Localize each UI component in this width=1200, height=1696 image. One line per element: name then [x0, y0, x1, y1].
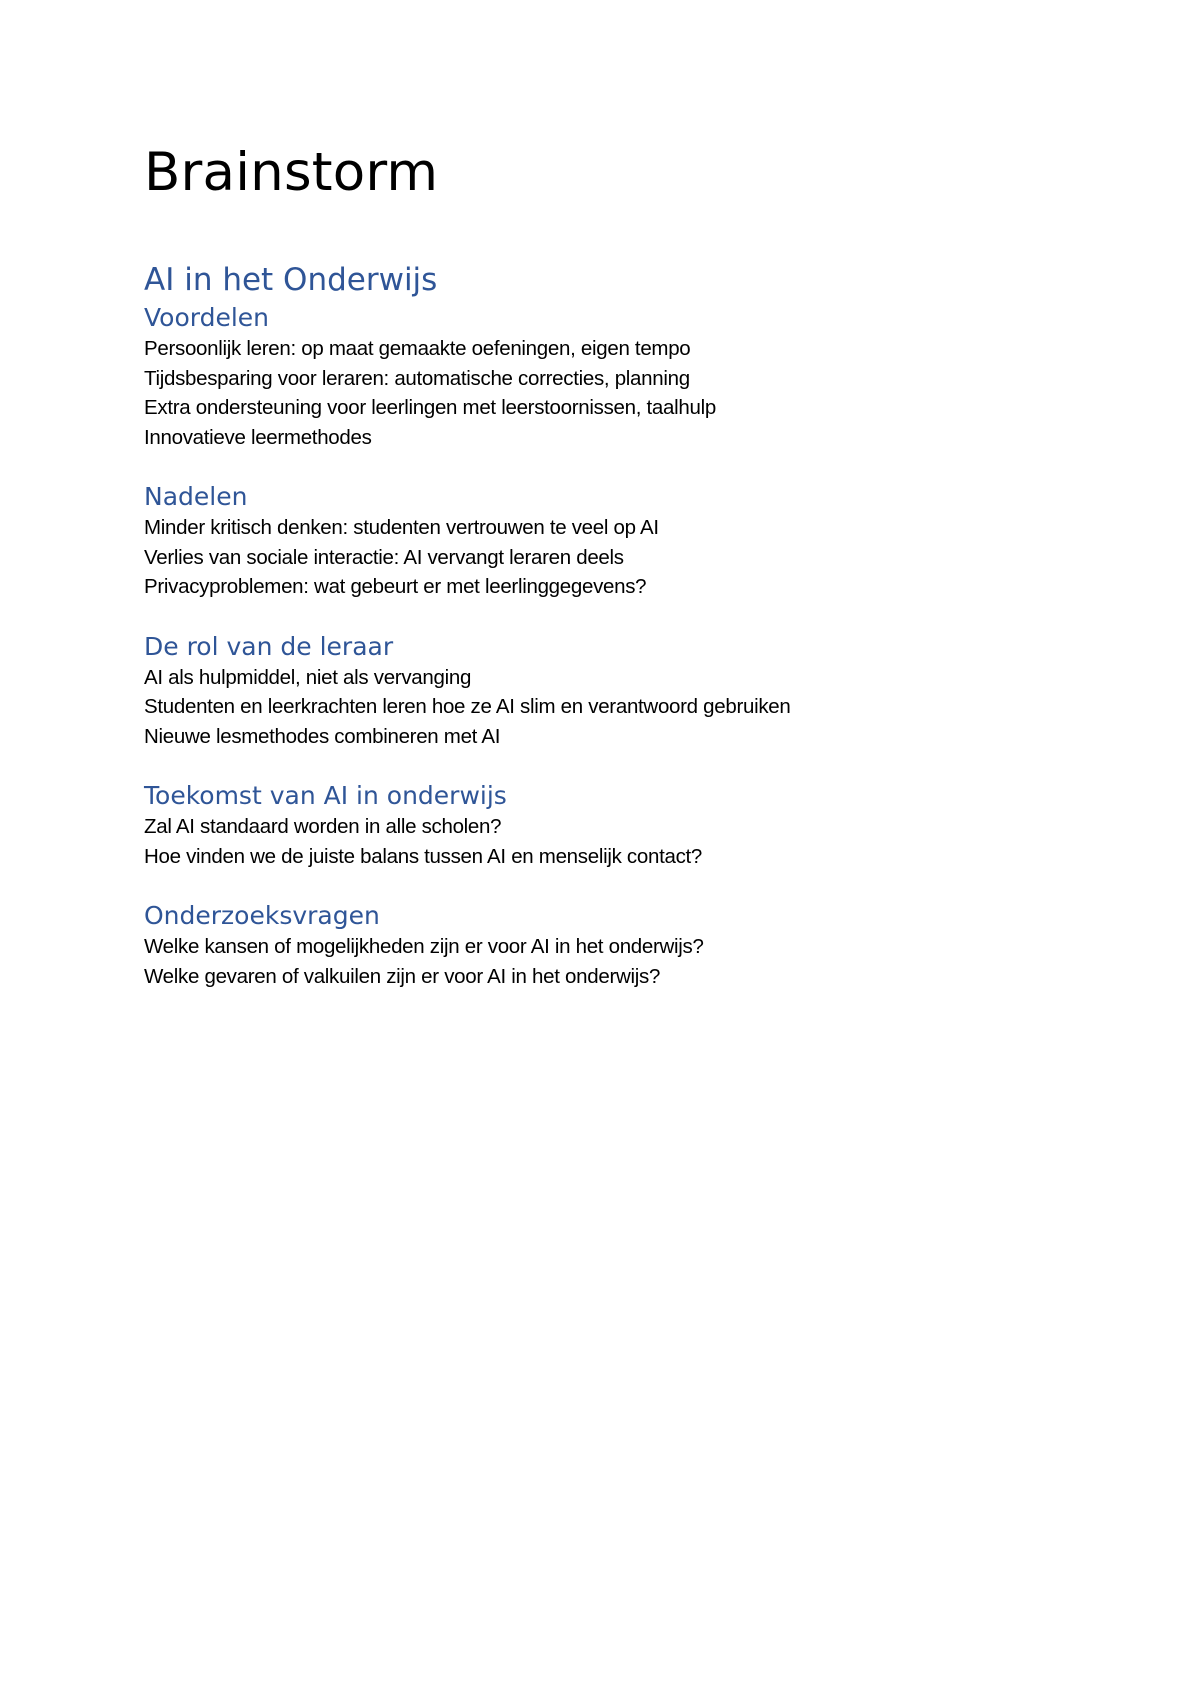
text-line: Verlies van sociale interactie: AI vervangt leraren deels — [144, 545, 624, 569]
section-heading: Onderzoeksvragen — [144, 901, 380, 930]
text-line: Persoonlijk leren: op maat gemaakte oefeningen, eigen tempo — [144, 337, 691, 360]
section-rol-leraar — [144, 631, 1056, 752]
section-heading: Voordelen — [144, 303, 270, 332]
text-line: Zal AI standaard worden in alle scholen? — [144, 815, 502, 838]
section-nadelen — [144, 481, 1056, 602]
text-line: Welke kansen of mogelijkheden zijn er voor AI in het onderwijs? — [144, 935, 704, 958]
main-heading: AI in het Onderwijs — [144, 262, 438, 298]
text-line: Hoe vinden we de juiste balans tussen AI en menselijk contact? — [144, 844, 703, 868]
section-heading: Nadelen — [144, 482, 248, 511]
document-content — [144, 138, 1056, 991]
section-voordelen — [144, 302, 1056, 452]
text-line: Studenten en leerkrachten leren hoe ze AI slim en verantwoord gebruiken — [144, 695, 791, 718]
text-line: Extra ondersteuning voor leerlingen met leerstoornissen, taalhulp — [144, 396, 716, 419]
text-line: AI als hulpmiddel, niet als vervanging — [144, 665, 472, 689]
text-line: Tijdsbesparing voor leraren: automatische correcties, planning — [144, 366, 690, 390]
text-line: Privacyproblemen: wat gebeurt er met leerlinggegevens? — [144, 575, 647, 598]
section-lines — [144, 812, 1056, 871]
section-lines — [144, 932, 1056, 991]
section-toekomst — [144, 780, 1056, 871]
section-heading: Toekomst van AI in onderwijs — [144, 781, 507, 810]
document-title: Brainstorm — [144, 142, 439, 203]
text-line: Welke gevaren of valkuilen zijn er voor AI in het onderwijs? — [144, 964, 661, 988]
section-lines — [144, 663, 1056, 752]
section-lines — [144, 513, 1056, 602]
section-onderzoeksvragen — [144, 900, 1056, 991]
text-line: Innovatieve leermethodes — [144, 425, 372, 449]
section-heading: De rol van de leraar — [144, 631, 394, 661]
text-line: Nieuwe lesmethodes combineren met AI — [144, 724, 501, 748]
text-line: Minder kritisch denken: studenten vertrouwen te veel op AI — [144, 516, 659, 539]
section-lines — [144, 334, 1056, 452]
